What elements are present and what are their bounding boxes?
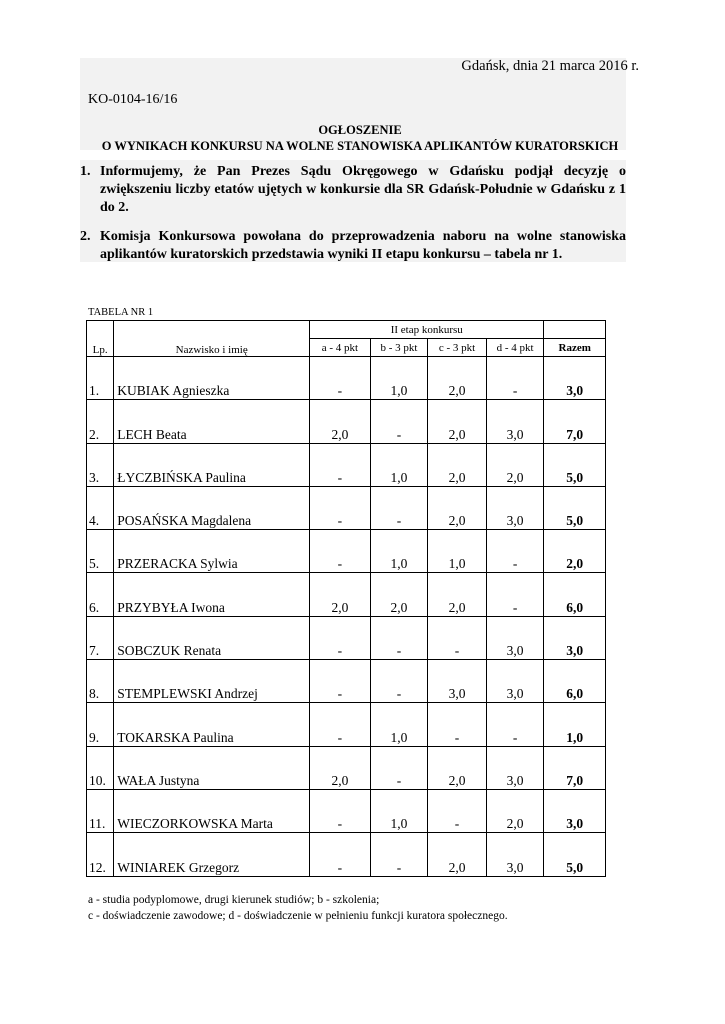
cell-b: 1,0 bbox=[370, 703, 428, 746]
cell-lp: 12. bbox=[87, 833, 114, 876]
table-row bbox=[87, 833, 606, 876]
cell-name: POSAŃSKA Magdalena bbox=[114, 486, 310, 529]
cell-b: - bbox=[370, 833, 428, 876]
cell-a: - bbox=[310, 660, 371, 703]
point-1 bbox=[80, 163, 626, 219]
cell-a: - bbox=[310, 789, 371, 832]
table-row bbox=[87, 616, 606, 659]
cell-total: 5,0 bbox=[544, 443, 606, 486]
cell-lp: 1. bbox=[87, 357, 114, 400]
col-header-name: Nazwisko i imię bbox=[114, 321, 310, 357]
cell-c: 2,0 bbox=[428, 746, 487, 789]
cell-name: PRZYBYŁA Iwona bbox=[114, 573, 310, 616]
cell-b: - bbox=[370, 616, 428, 659]
cell-c: 1,0 bbox=[428, 530, 487, 573]
cell-total: 5,0 bbox=[544, 833, 606, 876]
title-line-1: OGŁOSZENIE bbox=[318, 123, 402, 137]
cell-name: STEMPLEWSKI Andrzej bbox=[114, 660, 310, 703]
cell-total: 2,0 bbox=[544, 530, 606, 573]
cell-total: 3,0 bbox=[544, 789, 606, 832]
cell-c: - bbox=[428, 789, 487, 832]
table-notes bbox=[88, 892, 508, 924]
point-text: Komisja Konkursowa powołana do przeprowadzenia naboru na wolne stanowiska aplikantów kuratorskich przedstawia wyniki II etapu konkursu – tabela nr 1. bbox=[100, 229, 626, 262]
cell-name: WINIAREK Grzegorz bbox=[114, 833, 310, 876]
table-row bbox=[87, 746, 606, 789]
cell-a: - bbox=[310, 357, 371, 400]
point-number: 1. bbox=[80, 164, 91, 179]
cell-b: 1,0 bbox=[370, 357, 428, 400]
table-row bbox=[87, 789, 606, 832]
cell-d: 3,0 bbox=[486, 400, 544, 443]
cell-b: - bbox=[370, 486, 428, 529]
table-row bbox=[87, 443, 606, 486]
col-header-c: c - 3 pkt bbox=[428, 339, 487, 357]
cell-lp: 11. bbox=[87, 789, 114, 832]
title-line-2: O WYNIKACH KONKURSU NA WOLNE STANOWISKA APLIKANTÓW KURATORSKICH bbox=[101, 139, 619, 153]
cell-a: - bbox=[310, 486, 371, 529]
cell-lp: 2. bbox=[87, 400, 114, 443]
table-row bbox=[87, 573, 606, 616]
col-header-lp: Lp. bbox=[87, 321, 114, 357]
results-table bbox=[86, 320, 606, 877]
table-row bbox=[87, 357, 606, 400]
cell-total: 7,0 bbox=[544, 746, 606, 789]
point-2 bbox=[80, 228, 626, 266]
cell-c: 2,0 bbox=[428, 486, 487, 529]
table-row bbox=[87, 486, 606, 529]
point-text: Informujemy, że Pan Prezes Sądu Okręgowego w Gdańsku podjął decyzję o zwiększeniu liczby etatów ujętych w konkursie dla SR Gdańsk-Południe w Gdańsku z 1 do 2. bbox=[100, 164, 626, 215]
cell-total: 6,0 bbox=[544, 573, 606, 616]
table-row bbox=[87, 530, 606, 573]
cell-a: - bbox=[310, 833, 371, 876]
col-header-a: a - 4 pkt bbox=[310, 339, 371, 357]
cell-b: 2,0 bbox=[370, 573, 428, 616]
table-label: TABELA NR 1 bbox=[88, 307, 154, 318]
cell-total: 6,0 bbox=[544, 660, 606, 703]
cell-total: 3,0 bbox=[544, 616, 606, 659]
cell-lp: 9. bbox=[87, 703, 114, 746]
cell-a: 2,0 bbox=[310, 573, 371, 616]
col-header-b: b - 3 pkt bbox=[370, 339, 428, 357]
cell-c: 2,0 bbox=[428, 833, 487, 876]
cell-d: 3,0 bbox=[486, 660, 544, 703]
cell-lp: 4. bbox=[87, 486, 114, 529]
cell-d: 3,0 bbox=[486, 833, 544, 876]
cell-a: 2,0 bbox=[310, 746, 371, 789]
stage-header: II etap konkursu bbox=[310, 321, 544, 339]
cell-name: TOKARSKA Paulina bbox=[114, 703, 310, 746]
cell-name: PRZERACKA Sylwia bbox=[114, 530, 310, 573]
cell-name: KUBIAK Agnieszka bbox=[114, 357, 310, 400]
notes-line-2: c - doświadczenie zawodowe; d - doświadczenie w pełnieniu funkcji kuratora społecznego. bbox=[88, 910, 508, 922]
cell-total: 5,0 bbox=[544, 486, 606, 529]
cell-name: WIECZORKOWSKA Marta bbox=[114, 789, 310, 832]
cell-c: - bbox=[428, 616, 487, 659]
reference-number: KO-0104-16/16 bbox=[88, 92, 178, 107]
cell-d: - bbox=[486, 573, 544, 616]
cell-total: 1,0 bbox=[544, 703, 606, 746]
cell-d: 2,0 bbox=[486, 789, 544, 832]
cell-b: 1,0 bbox=[370, 443, 428, 486]
cell-c: 2,0 bbox=[428, 573, 487, 616]
cell-b: - bbox=[370, 400, 428, 443]
cell-c: 2,0 bbox=[428, 357, 487, 400]
cell-total: 3,0 bbox=[544, 357, 606, 400]
cell-a: - bbox=[310, 530, 371, 573]
announcement-title bbox=[80, 122, 640, 154]
cell-d: - bbox=[486, 357, 544, 400]
notes-line-1: a - studia podyplomowe, drugi kierunek studiów; b - szkolenia; bbox=[88, 894, 380, 906]
cell-d: - bbox=[486, 703, 544, 746]
table-row bbox=[87, 703, 606, 746]
cell-c: 3,0 bbox=[428, 660, 487, 703]
point-number: 2. bbox=[80, 229, 91, 244]
cell-d: 2,0 bbox=[486, 443, 544, 486]
cell-d: 3,0 bbox=[486, 746, 544, 789]
cell-total: 7,0 bbox=[544, 400, 606, 443]
table-row bbox=[87, 660, 606, 703]
cell-b: - bbox=[370, 746, 428, 789]
cell-c: 2,0 bbox=[428, 400, 487, 443]
table-row bbox=[87, 400, 606, 443]
cell-d: 3,0 bbox=[486, 486, 544, 529]
cell-d: 3,0 bbox=[486, 616, 544, 659]
cell-lp: 7. bbox=[87, 616, 114, 659]
cell-a: 2,0 bbox=[310, 400, 371, 443]
cell-name: ŁYCZBIŃSKA Paulina bbox=[114, 443, 310, 486]
cell-c: - bbox=[428, 703, 487, 746]
cell-a: - bbox=[310, 616, 371, 659]
cell-lp: 6. bbox=[87, 573, 114, 616]
col-header-total: Razem bbox=[544, 339, 606, 357]
col-header-d: d - 4 pkt bbox=[486, 339, 544, 357]
cell-b: 1,0 bbox=[370, 530, 428, 573]
cell-a: - bbox=[310, 703, 371, 746]
cell-d: - bbox=[486, 530, 544, 573]
cell-lp: 8. bbox=[87, 660, 114, 703]
table-header-row-1 bbox=[87, 321, 606, 339]
cell-b: 1,0 bbox=[370, 789, 428, 832]
cell-lp: 10. bbox=[87, 746, 114, 789]
cell-name: LECH Beata bbox=[114, 400, 310, 443]
cell-a: - bbox=[310, 443, 371, 486]
cell-lp: 5. bbox=[87, 530, 114, 573]
document-date: Gdańsk, dnia 21 marca 2016 r. bbox=[461, 58, 639, 74]
cell-name: SOBCZUK Renata bbox=[114, 616, 310, 659]
col-header-total-top bbox=[544, 321, 606, 339]
cell-b: - bbox=[370, 660, 428, 703]
cell-name: WAŁA Justyna bbox=[114, 746, 310, 789]
cell-lp: 3. bbox=[87, 443, 114, 486]
cell-c: 2,0 bbox=[428, 443, 487, 486]
